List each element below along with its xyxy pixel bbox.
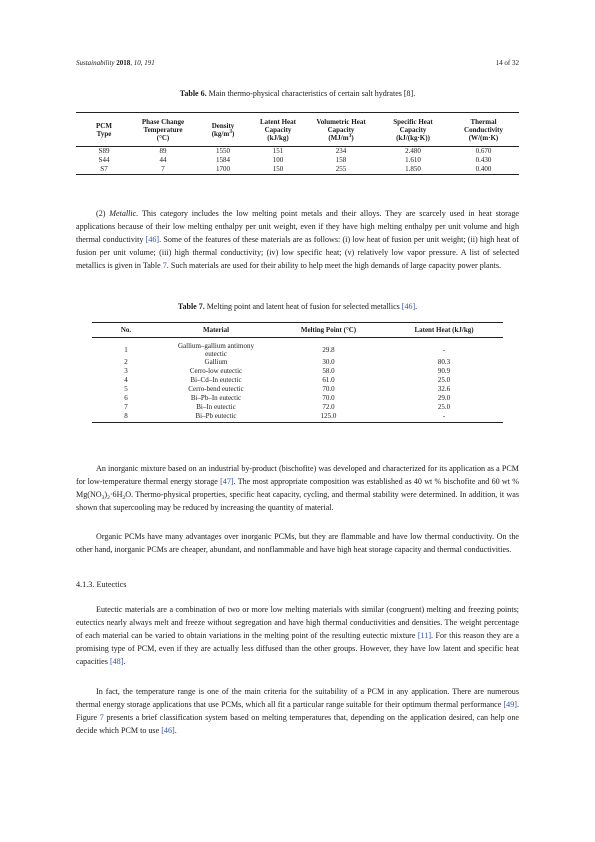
table-row	[92, 412, 503, 423]
table-cell: 0.670	[475, 147, 492, 155]
table7-caption: Table 7. Melting point and latent heat of fusion for selected metallics [46].	[177, 302, 418, 311]
table-cell: 1584	[216, 156, 230, 164]
table-row	[92, 394, 503, 403]
paragraph-eutectics: Eutectic materials are a combination of two or more low melting materials with similar (congruent) melting and freezing points; eutectics nearly always melt and freeze without segregation and have high thermal conductivities and densities. The weight percentage of each material can be varied to obtain variations in the melting point of the resulting eutectic mixture [11]. For this reason they are a promising type of PCM, even if they are actually less diffused than the other groups. However, they have low latent and specific heat capacities [48].	[76, 605, 519, 666]
table-row	[92, 367, 503, 376]
paragraph-metallic: (2) Metallic. This category includes the low melting point metals and their alloys. They are scarcely used in heat storage applications because of their low melting enthalpy per unit weight, even if they have high melting enthalpy per unit volume and high thermal conductivity [46]. Some of the features of these materials are as follows: (i) low heat of fusion per unit weight; (ii) high heat of fusion per unit volume; (iii) high thermal conductivity; (iv) low specific heat; (v) relatively low vapor pressure. A list of selected metallics is given in Table 7. Such materials are used for their ability to help meet the high demands of large capacity power plants.	[76, 209, 519, 270]
citation-link[interactable]: [46]	[161, 726, 175, 735]
table7-header-melting-point: Melting Point (°C)	[300, 326, 357, 334]
table-cell: 1700	[216, 165, 230, 173]
table-cell: 5	[124, 385, 128, 393]
table-cell: 58.0	[322, 367, 335, 375]
table-cell: -	[442, 345, 446, 354]
paragraph-temperature-range: In fact, the temperature range is one of the main criteria for the suitability of a PCM in any application. There are numerous thermal energy storage applications that use PCMs, which all fit a particular range suitable for their optimum thermal performance [49]. Figure 7 presents a brief classification system based on melting temperatures that, depending on the application desired, can help one decide which PCM to use [46].	[76, 687, 519, 735]
table-cell: 1.610	[405, 156, 421, 164]
table-cell: 72.0	[322, 403, 335, 411]
table-cell: -	[442, 412, 446, 420]
section-heading: 4.1.3. Eutectics	[76, 580, 127, 589]
table-reference-link[interactable]: 7	[162, 261, 167, 270]
table-cell: 6	[124, 394, 128, 402]
table7-header-latent-heat: Latent Heat (kJ/kg)	[414, 326, 474, 334]
journal-citation	[76, 59, 155, 67]
table-cell: 1.850	[405, 165, 421, 173]
table-cell: 25.0	[437, 376, 451, 384]
journal-name: Sustainability	[76, 59, 115, 67]
table-cell: Bi–Pb eutectic	[195, 412, 237, 420]
citation-link[interactable]: [48]	[109, 657, 124, 666]
citation-link[interactable]: [46]	[145, 235, 160, 244]
table-cell: 2	[124, 358, 128, 366]
table-cell: 4	[124, 376, 128, 384]
table-cell: Cerro-bend eutectic	[188, 385, 244, 393]
citation-link[interactable]: [11]	[417, 631, 432, 640]
table-cell: 29.0	[437, 394, 451, 402]
running-header	[76, 59, 519, 69]
term-metallic: Metallic.	[109, 209, 139, 218]
paragraph-bischofite: An inorganic mixture based on an industrial by-product (bischofite) was developed and characterized for its application as a PCM for low-temperature thermal energy storage [47]. The most appropriate composition was established as 40 wt % bischofite and 60 wt % $Mg(NO_3)_2\cdot 6H_2O$. Thermo-physical properties, specific heat capacity, cycling, and thermal stability were determined. In addition, it was shown that supercooling may be reduced by increasing the quantity of material.	[76, 464, 519, 512]
table-cell: 1550	[216, 147, 230, 155]
table-cell: Gallium	[204, 358, 228, 366]
table-cell: 7	[161, 165, 165, 173]
journal-year: 2018	[116, 59, 131, 67]
table6-header-pcm-type: PCM Type	[96, 121, 112, 138]
table6-header-specific-heat: Specific Heat Capacity (kJ/(kg·K))	[393, 117, 433, 142]
table-cell: 90.9	[437, 367, 451, 375]
journal-volume: , 10, 191	[130, 59, 155, 67]
table-cell: 151	[272, 147, 284, 155]
table-cell: 25.0	[437, 403, 451, 411]
table6-caption-label: Table 6.	[179, 89, 207, 98]
table6	[76, 112, 519, 175]
table7	[92, 322, 503, 423]
table-cell: 44	[159, 156, 167, 164]
table-cell: 0.430	[475, 156, 492, 164]
table-cell: S44	[98, 156, 110, 164]
table-row	[92, 358, 503, 367]
table-cell: S89	[98, 147, 110, 155]
table7-header-material: Material	[202, 326, 230, 334]
table6-header-density: Density $(kg/m^3)$	[211, 121, 235, 138]
table-cell: 158	[335, 156, 347, 164]
table6-header-latent-heat: Latent Heat Capacity (kJ/kg)	[260, 117, 296, 142]
table7-caption-label: Table 7.	[177, 302, 205, 311]
table-cell: 32.6	[437, 385, 451, 393]
table-cell: 255	[335, 165, 347, 173]
table-row	[76, 147, 519, 157]
table-cell: Bi–Pb–In eutectic	[190, 394, 242, 402]
table-row	[92, 385, 503, 394]
table-cell: 234	[335, 147, 347, 155]
table-row	[92, 338, 503, 359]
paragraph-organic-vs-inorganic: Organic PCMs have many advantages over inorganic PCMs, but they are flammable and have low thermal conductivity. On the other hand, inorganic PCMs are cheaper, abundant, and nonflammable and have high heat storage capacity and thermal conductivities.	[76, 532, 519, 554]
table-cell: 0.400	[475, 165, 492, 173]
table-cell: Cerro-low eutectic	[189, 367, 243, 375]
table6-header-row	[76, 113, 519, 147]
table-cell: Bi–Cd–In eutectic	[190, 376, 242, 384]
table6-caption	[76, 89, 519, 99]
table-cell: 89	[159, 147, 167, 155]
table-cell: 70.0	[322, 394, 335, 402]
citation-link[interactable]: [47]	[220, 477, 234, 486]
table-row	[76, 156, 519, 165]
table6-header-thermal-conductivity: Thermal Conductivity (W/(m·K)	[464, 117, 503, 142]
table6-header-volumetric-heat: Volumetric Heat Capacity $(MJ/m^3)$	[316, 117, 366, 142]
table-cell: 80.3	[437, 358, 451, 366]
table-cell: 30.0	[322, 358, 335, 366]
citation-link[interactable]: [46]	[401, 302, 416, 311]
table-cell: 2.480	[405, 147, 421, 155]
table-cell: 100	[272, 156, 284, 164]
table7-header-no: No.	[120, 326, 132, 334]
table-cell: Bi–In eutectic	[196, 403, 236, 411]
table-cell: 7	[124, 403, 128, 411]
table-row	[76, 165, 519, 175]
table-cell: 1	[124, 345, 128, 354]
table-row	[92, 403, 503, 412]
table-cell: 29.8	[322, 345, 335, 354]
table7-header-row	[92, 323, 503, 338]
citation-link[interactable]: [49]	[503, 700, 517, 709]
table-row	[92, 376, 503, 385]
table-cell: 150	[272, 165, 284, 173]
table-cell: 70.0	[322, 385, 335, 393]
table-cell: 3	[124, 367, 128, 375]
table-cell: S7	[100, 165, 108, 173]
table6-caption-text: Main thermo-physical characteristics of certain salt hydrates [8].	[206, 89, 416, 98]
table6-header-phase-change: Phase Change Temperature (°C)	[141, 117, 185, 142]
table-cell: Gallium–gallium antimony eutectic	[177, 342, 255, 358]
table-cell: 125.0	[320, 412, 337, 420]
table-cell: 8	[124, 412, 128, 420]
table-cell: 61.0	[322, 376, 335, 384]
page-number: 14 of 32	[495, 59, 519, 67]
figure-reference-link[interactable]: 7	[99, 713, 104, 722]
